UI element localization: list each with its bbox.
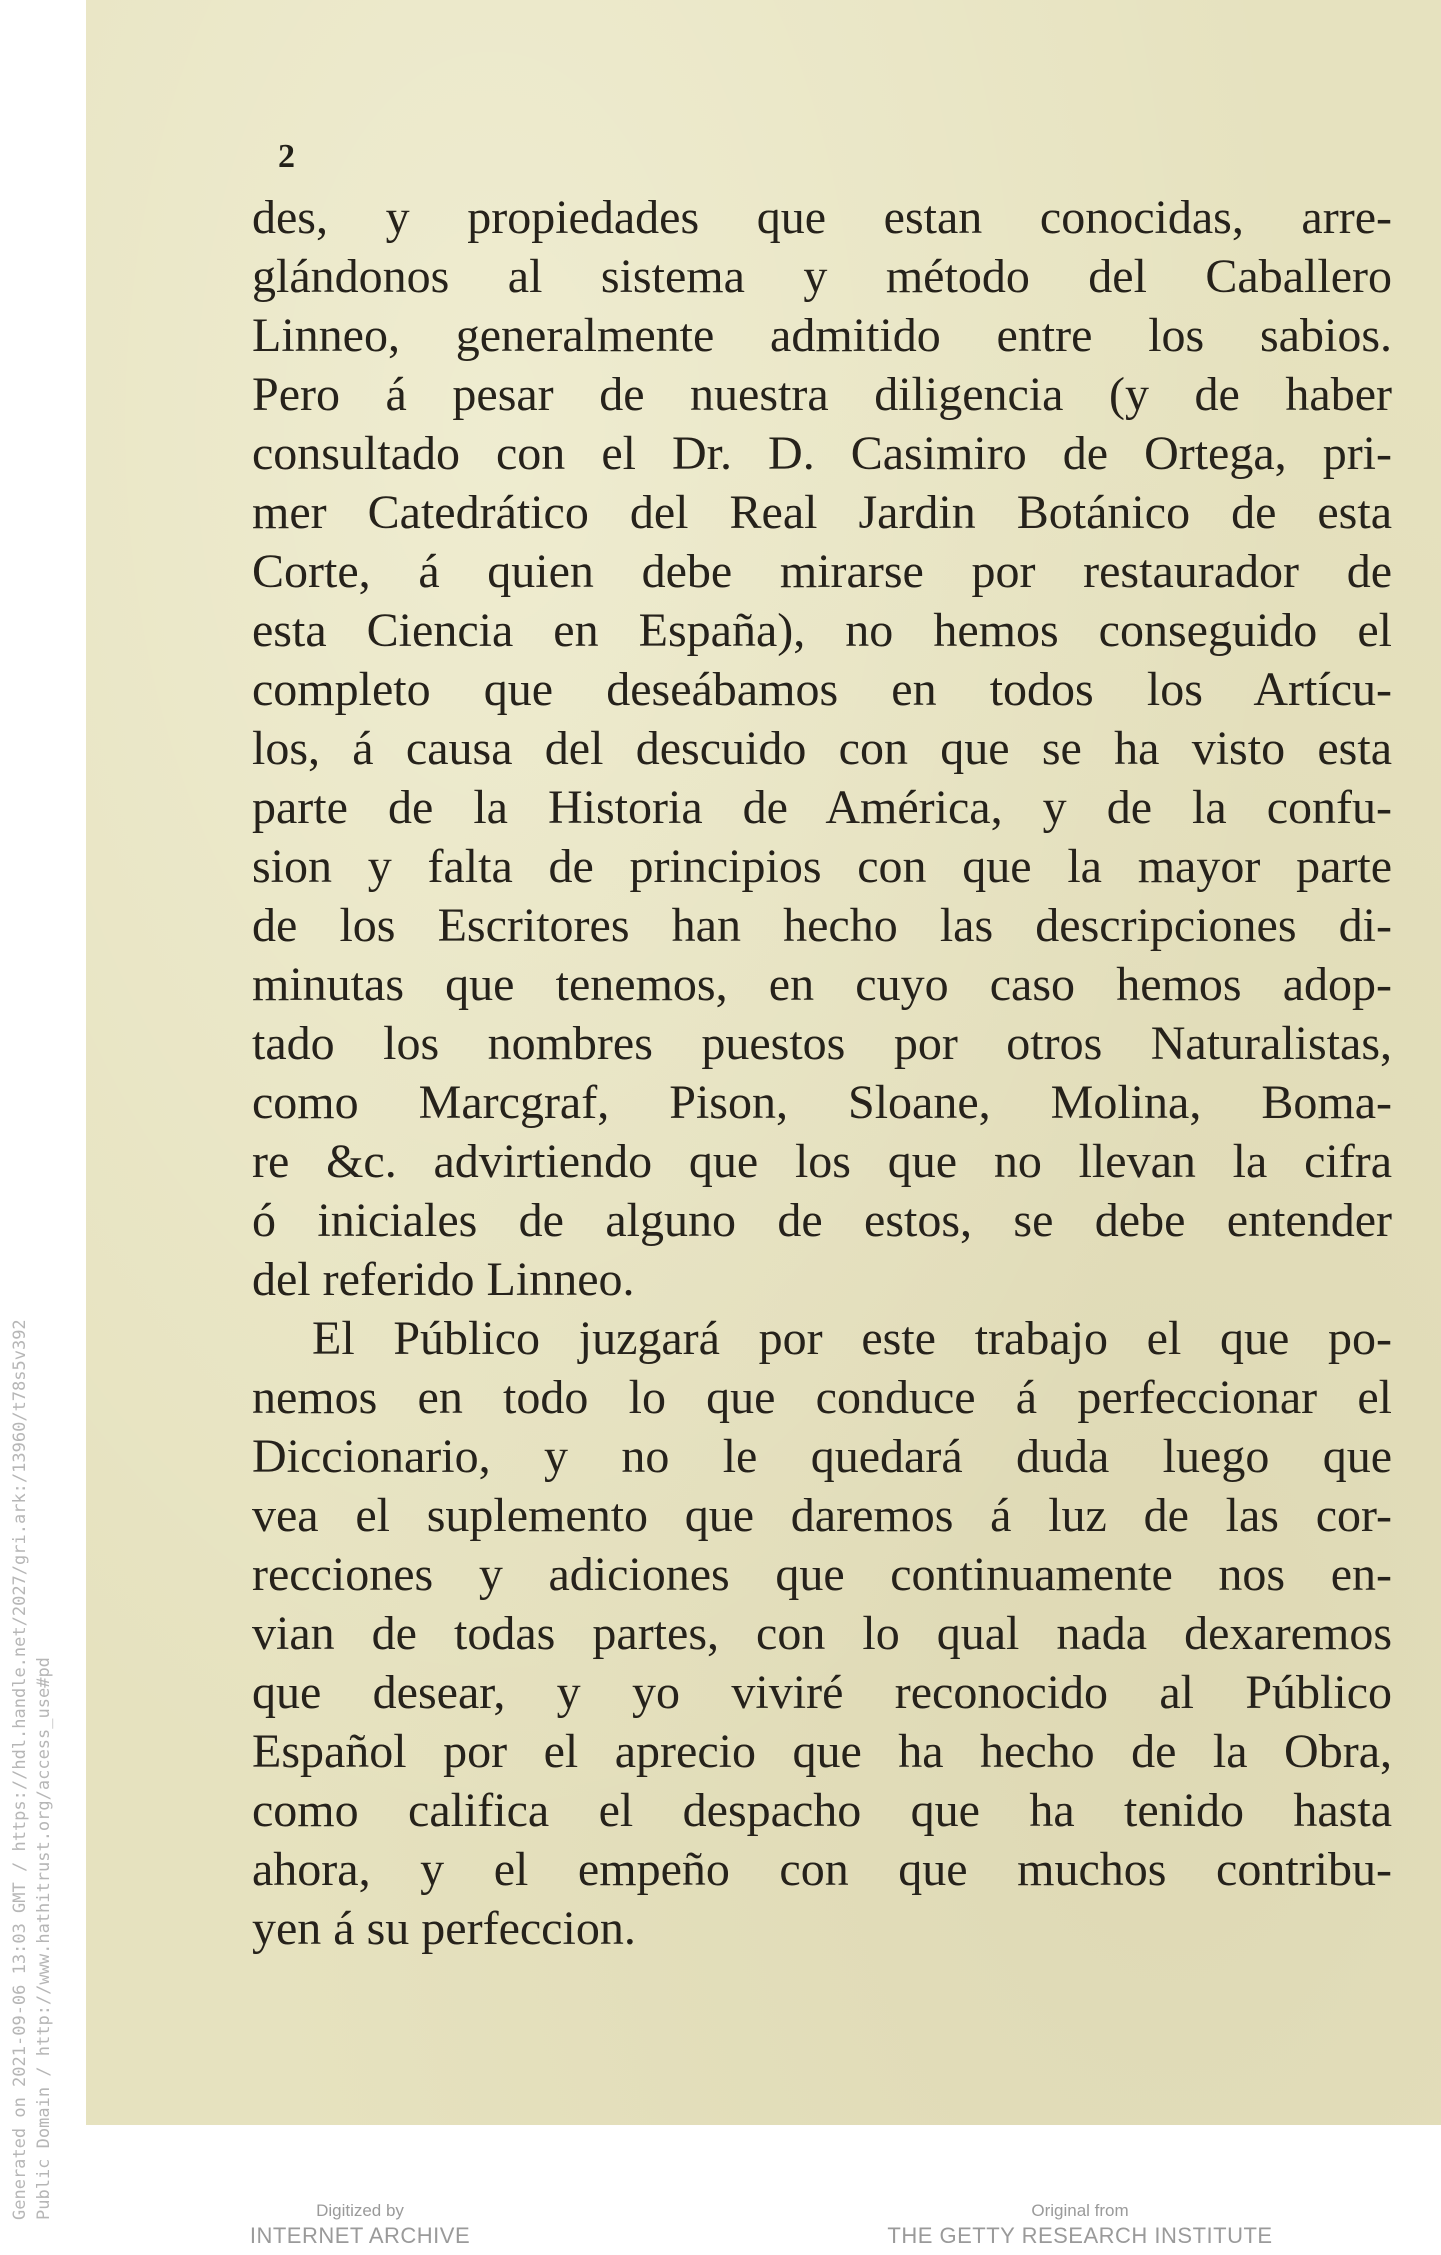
internet-archive-label: INTERNET ARCHIVE: [249, 2223, 471, 2248]
text-line: mer Catedrático del Real Jardin Botánico de esta: [252, 486, 1392, 539]
text-line: los, á causa del descuido con que se ha visto esta: [252, 722, 1392, 775]
original-from-credit: [870, 2200, 1290, 2250]
text-line: yen á su perfeccion.: [252, 1902, 636, 1955]
text-line: completo que deseábamos en todos los Artícu-: [252, 663, 1392, 716]
scanned-page: [86, 0, 1441, 2125]
text-line: El Público juzgará por este trabajo el que po-: [312, 1312, 1392, 1365]
text-line: Pero á pesar de nuestra diligencia (y de haber: [252, 368, 1392, 421]
body-text: [252, 188, 1392, 1958]
original-from-label: Original from: [1031, 2201, 1129, 2220]
text-line: Linneo, generalmente admitido entre los sabios.: [252, 309, 1392, 362]
text-line: Corte, á quien debe mirarse por restaurador de: [252, 545, 1392, 598]
generation-stamp-line-1: Generated on 2021-09-06 13:03 GMT / https://hdl.handle.net/2027/gri.ark:/13960/t78s5v392: [10, 1319, 30, 2220]
text-line: minutas que tenemos, en cuyo caso hemos adop-: [252, 958, 1392, 1011]
text-line: consultado con el Dr. D. Casimiro de Ortega, pri-: [252, 427, 1392, 480]
text-line: sion y falta de principios con que la mayor parte: [252, 840, 1392, 893]
text-line: recciones y adiciones que continuamente nos en-: [252, 1548, 1392, 1601]
text-line: Diccionario, y no le quedará duda luego que: [252, 1430, 1392, 1483]
side-watermark: [0, 0, 86, 2255]
text-line: como Marcgraf, Pison, Sloane, Molina, Boma-: [252, 1076, 1392, 1129]
page-number: 2: [278, 138, 295, 175]
text-line: nemos en todo lo que conduce á perfeccionar el: [252, 1371, 1392, 1424]
text-line: que desear, y yo viviré reconocido al Público: [252, 1666, 1392, 1719]
digitized-by-label: Digitized by: [316, 2201, 404, 2220]
getty-institute-label: THE GETTY RESEARCH INSTITUTE: [887, 2223, 1273, 2248]
text-line: vian de todas partes, con lo qual nada dexaremos: [252, 1607, 1392, 1660]
text-line: ahora, y el empeño con que muchos contribu-: [252, 1843, 1392, 1896]
text-line: de los Escritores han hecho las descripciones di-: [252, 899, 1392, 952]
text-line: Español por el aprecio que ha hecho de la Obra,: [252, 1725, 1392, 1778]
text-line: glándonos al sistema y método del Caballero: [252, 250, 1392, 303]
text-line: vea el suplemento que daremos á luz de las cor-: [252, 1489, 1392, 1542]
digitized-by-credit: [230, 2200, 490, 2250]
text-line: como califica el despacho que ha tenido hasta: [252, 1784, 1392, 1837]
text-line: tado los nombres puestos por otros Naturalistas,: [252, 1017, 1392, 1070]
text-line: esta Ciencia en España), no hemos conseguido el: [252, 604, 1392, 657]
text-line: re &c. advirtiendo que los que no llevan la cifra: [252, 1135, 1392, 1188]
generation-stamp-line-2: Public Domain / http://www.hathitrust.org/access_use#pd: [34, 1657, 54, 2220]
text-line: parte de la Historia de América, y de la confu-: [252, 781, 1392, 834]
text-line: des, y propiedades que estan conocidas, arre-: [252, 191, 1392, 244]
generation-stamp: [8, 1090, 56, 2220]
text-line: ó iniciales de alguno de estos, se debe entender: [252, 1194, 1392, 1247]
text-line: del referido Linneo.: [252, 1253, 635, 1306]
